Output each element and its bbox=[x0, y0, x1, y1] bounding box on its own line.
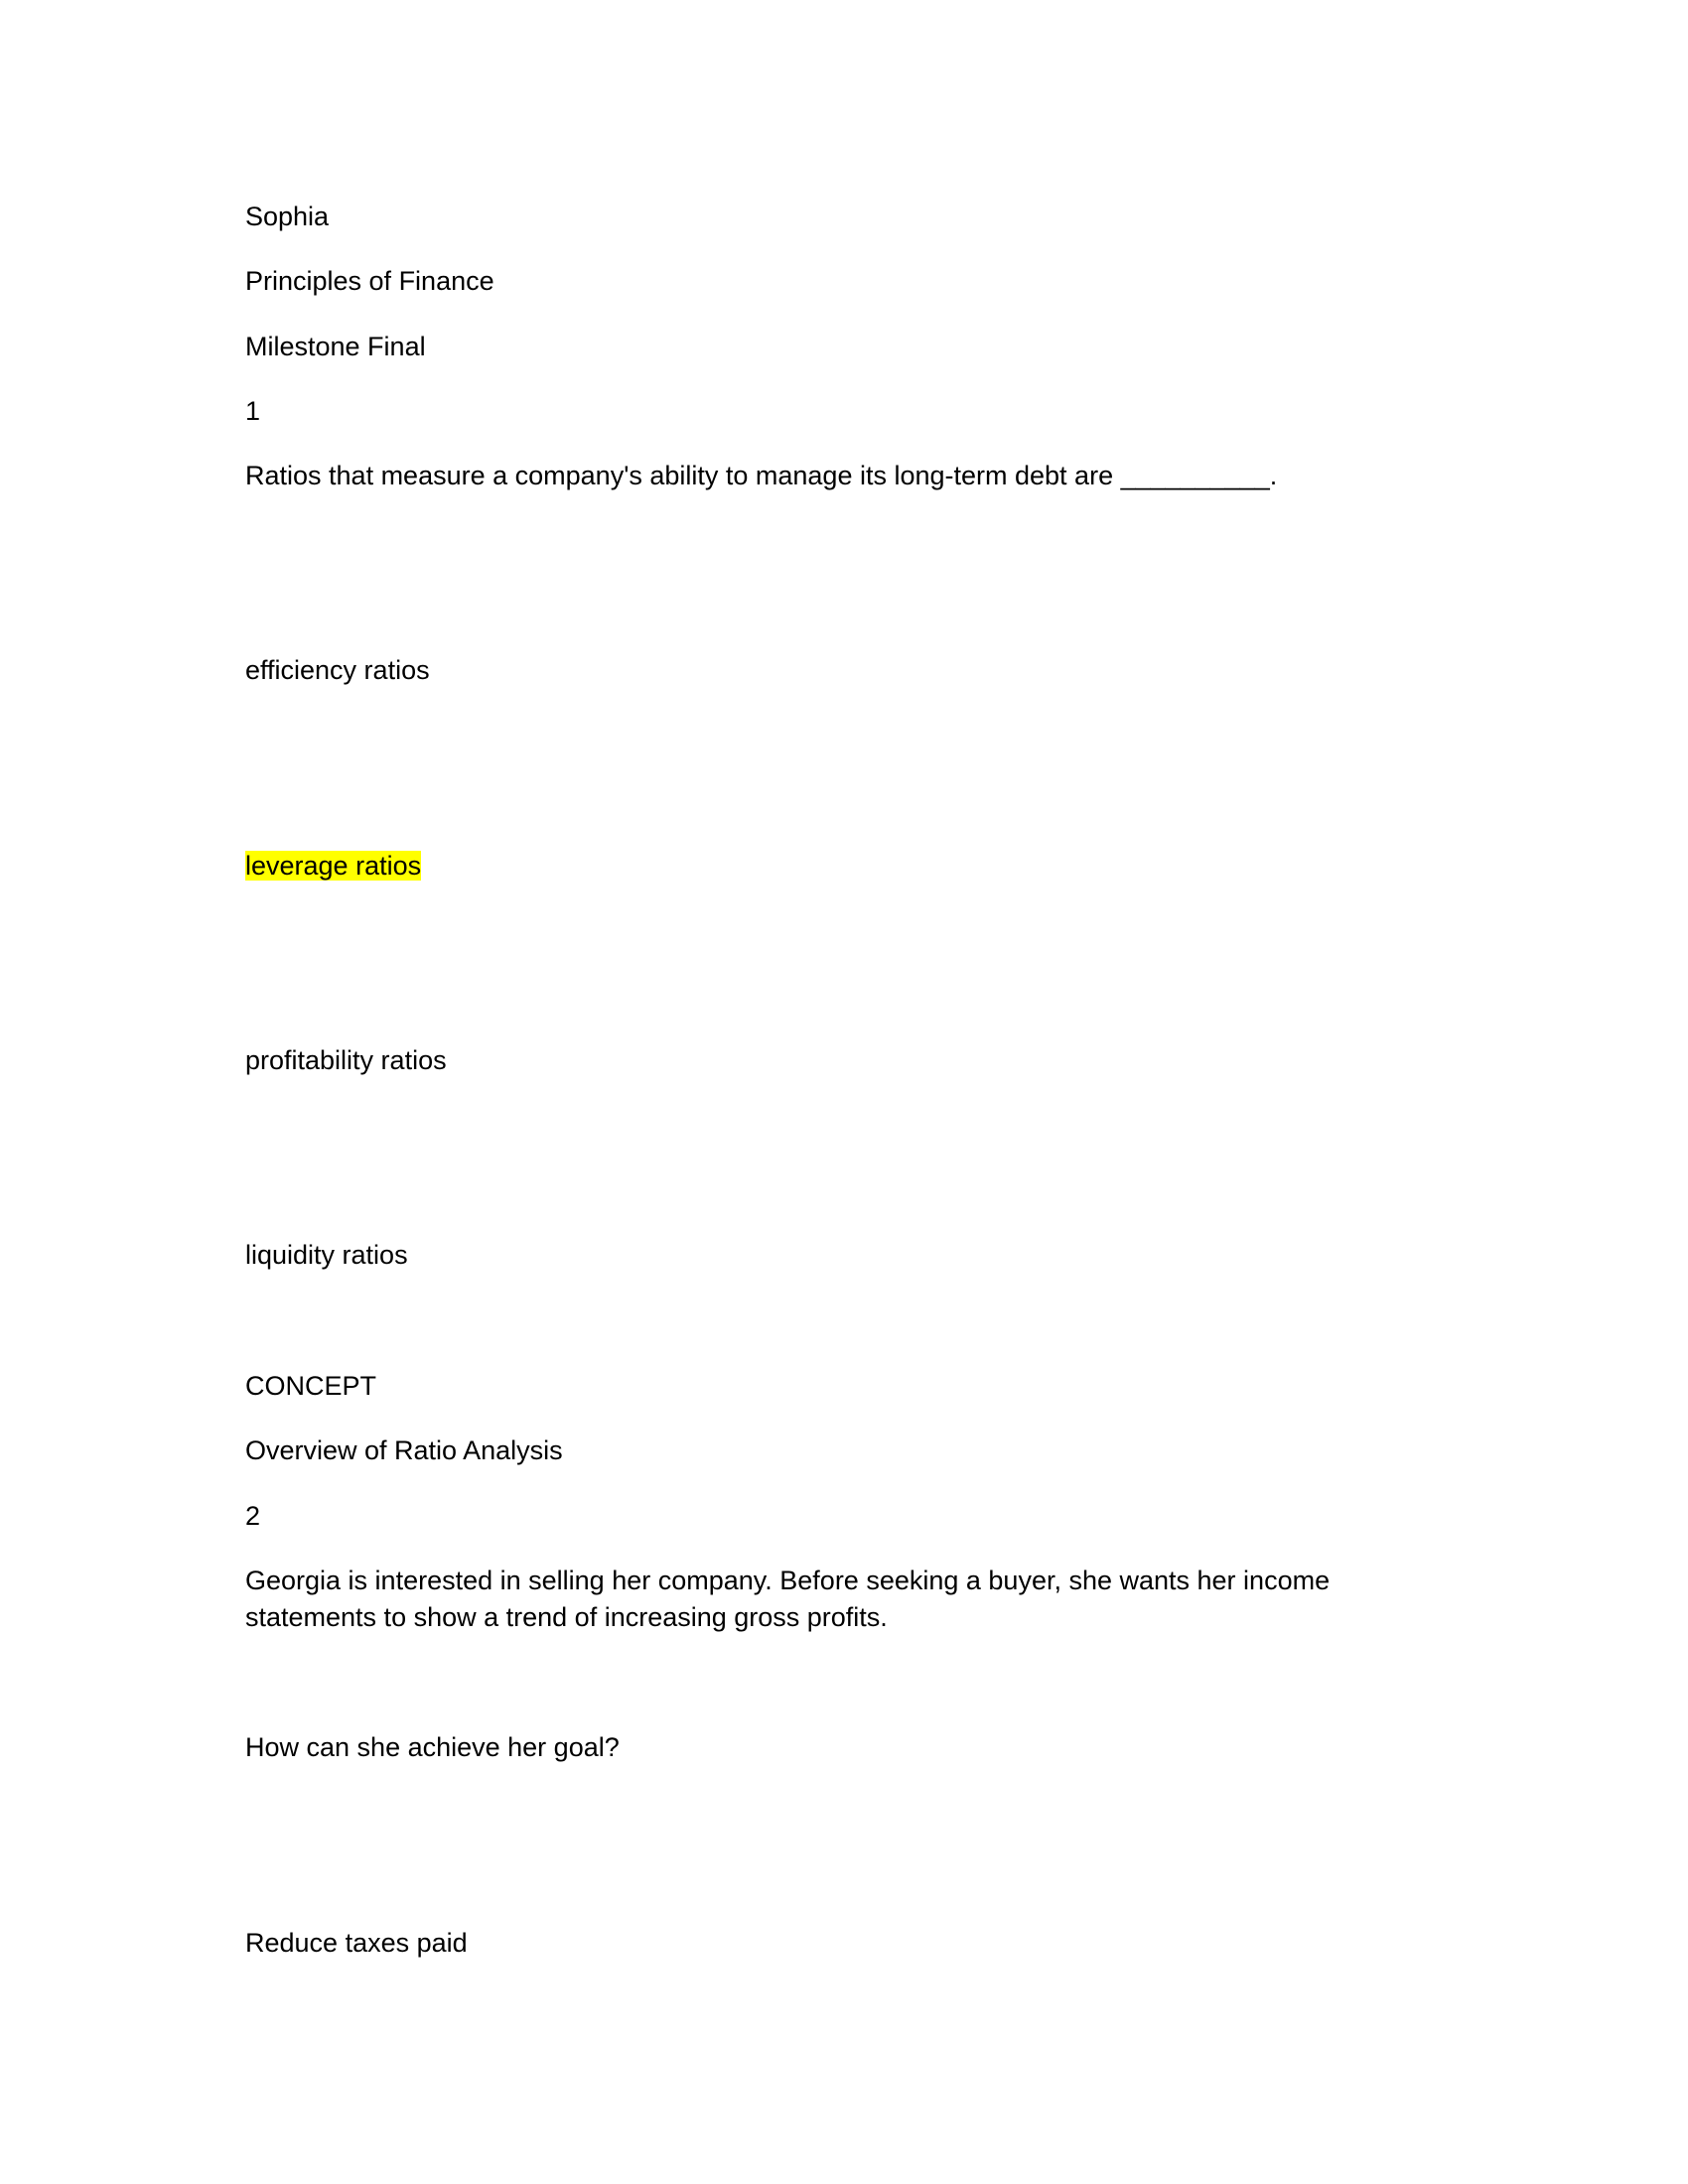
student-name: Sophia bbox=[245, 202, 330, 231]
question-2-prompt-line1: Georgia is interested in selling her company. Before seeking a buyer, she wants her income bbox=[245, 1566, 1331, 1595]
question-2-option-a: Reduce taxes paid bbox=[245, 1928, 468, 1958]
question-2-number: 2 bbox=[245, 1501, 261, 1531]
highlighted-answer: leverage ratios bbox=[245, 851, 422, 881]
question-1-option-a: efficiency ratios bbox=[245, 655, 430, 685]
question-1-option-b bbox=[245, 848, 421, 884]
question-1-option-d: liquidity ratios bbox=[245, 1240, 408, 1270]
question-1-number: 1 bbox=[245, 396, 261, 426]
question-1-prompt: Ratios that measure a company's ability to manage its long-term debt are __________. bbox=[245, 461, 1278, 490]
assessment-title: Milestone Final bbox=[245, 332, 426, 361]
course-title: Principles of Finance bbox=[245, 266, 494, 296]
concept-label: CONCEPT bbox=[245, 1371, 377, 1401]
question-1-option-c: profitability ratios bbox=[245, 1045, 447, 1075]
question-2-prompt-line2: statements to show a trend of increasing gross profits. bbox=[245, 1602, 888, 1632]
question-2-question: How can she achieve her goal? bbox=[245, 1732, 620, 1762]
concept-name: Overview of Ratio Analysis bbox=[245, 1435, 563, 1465]
